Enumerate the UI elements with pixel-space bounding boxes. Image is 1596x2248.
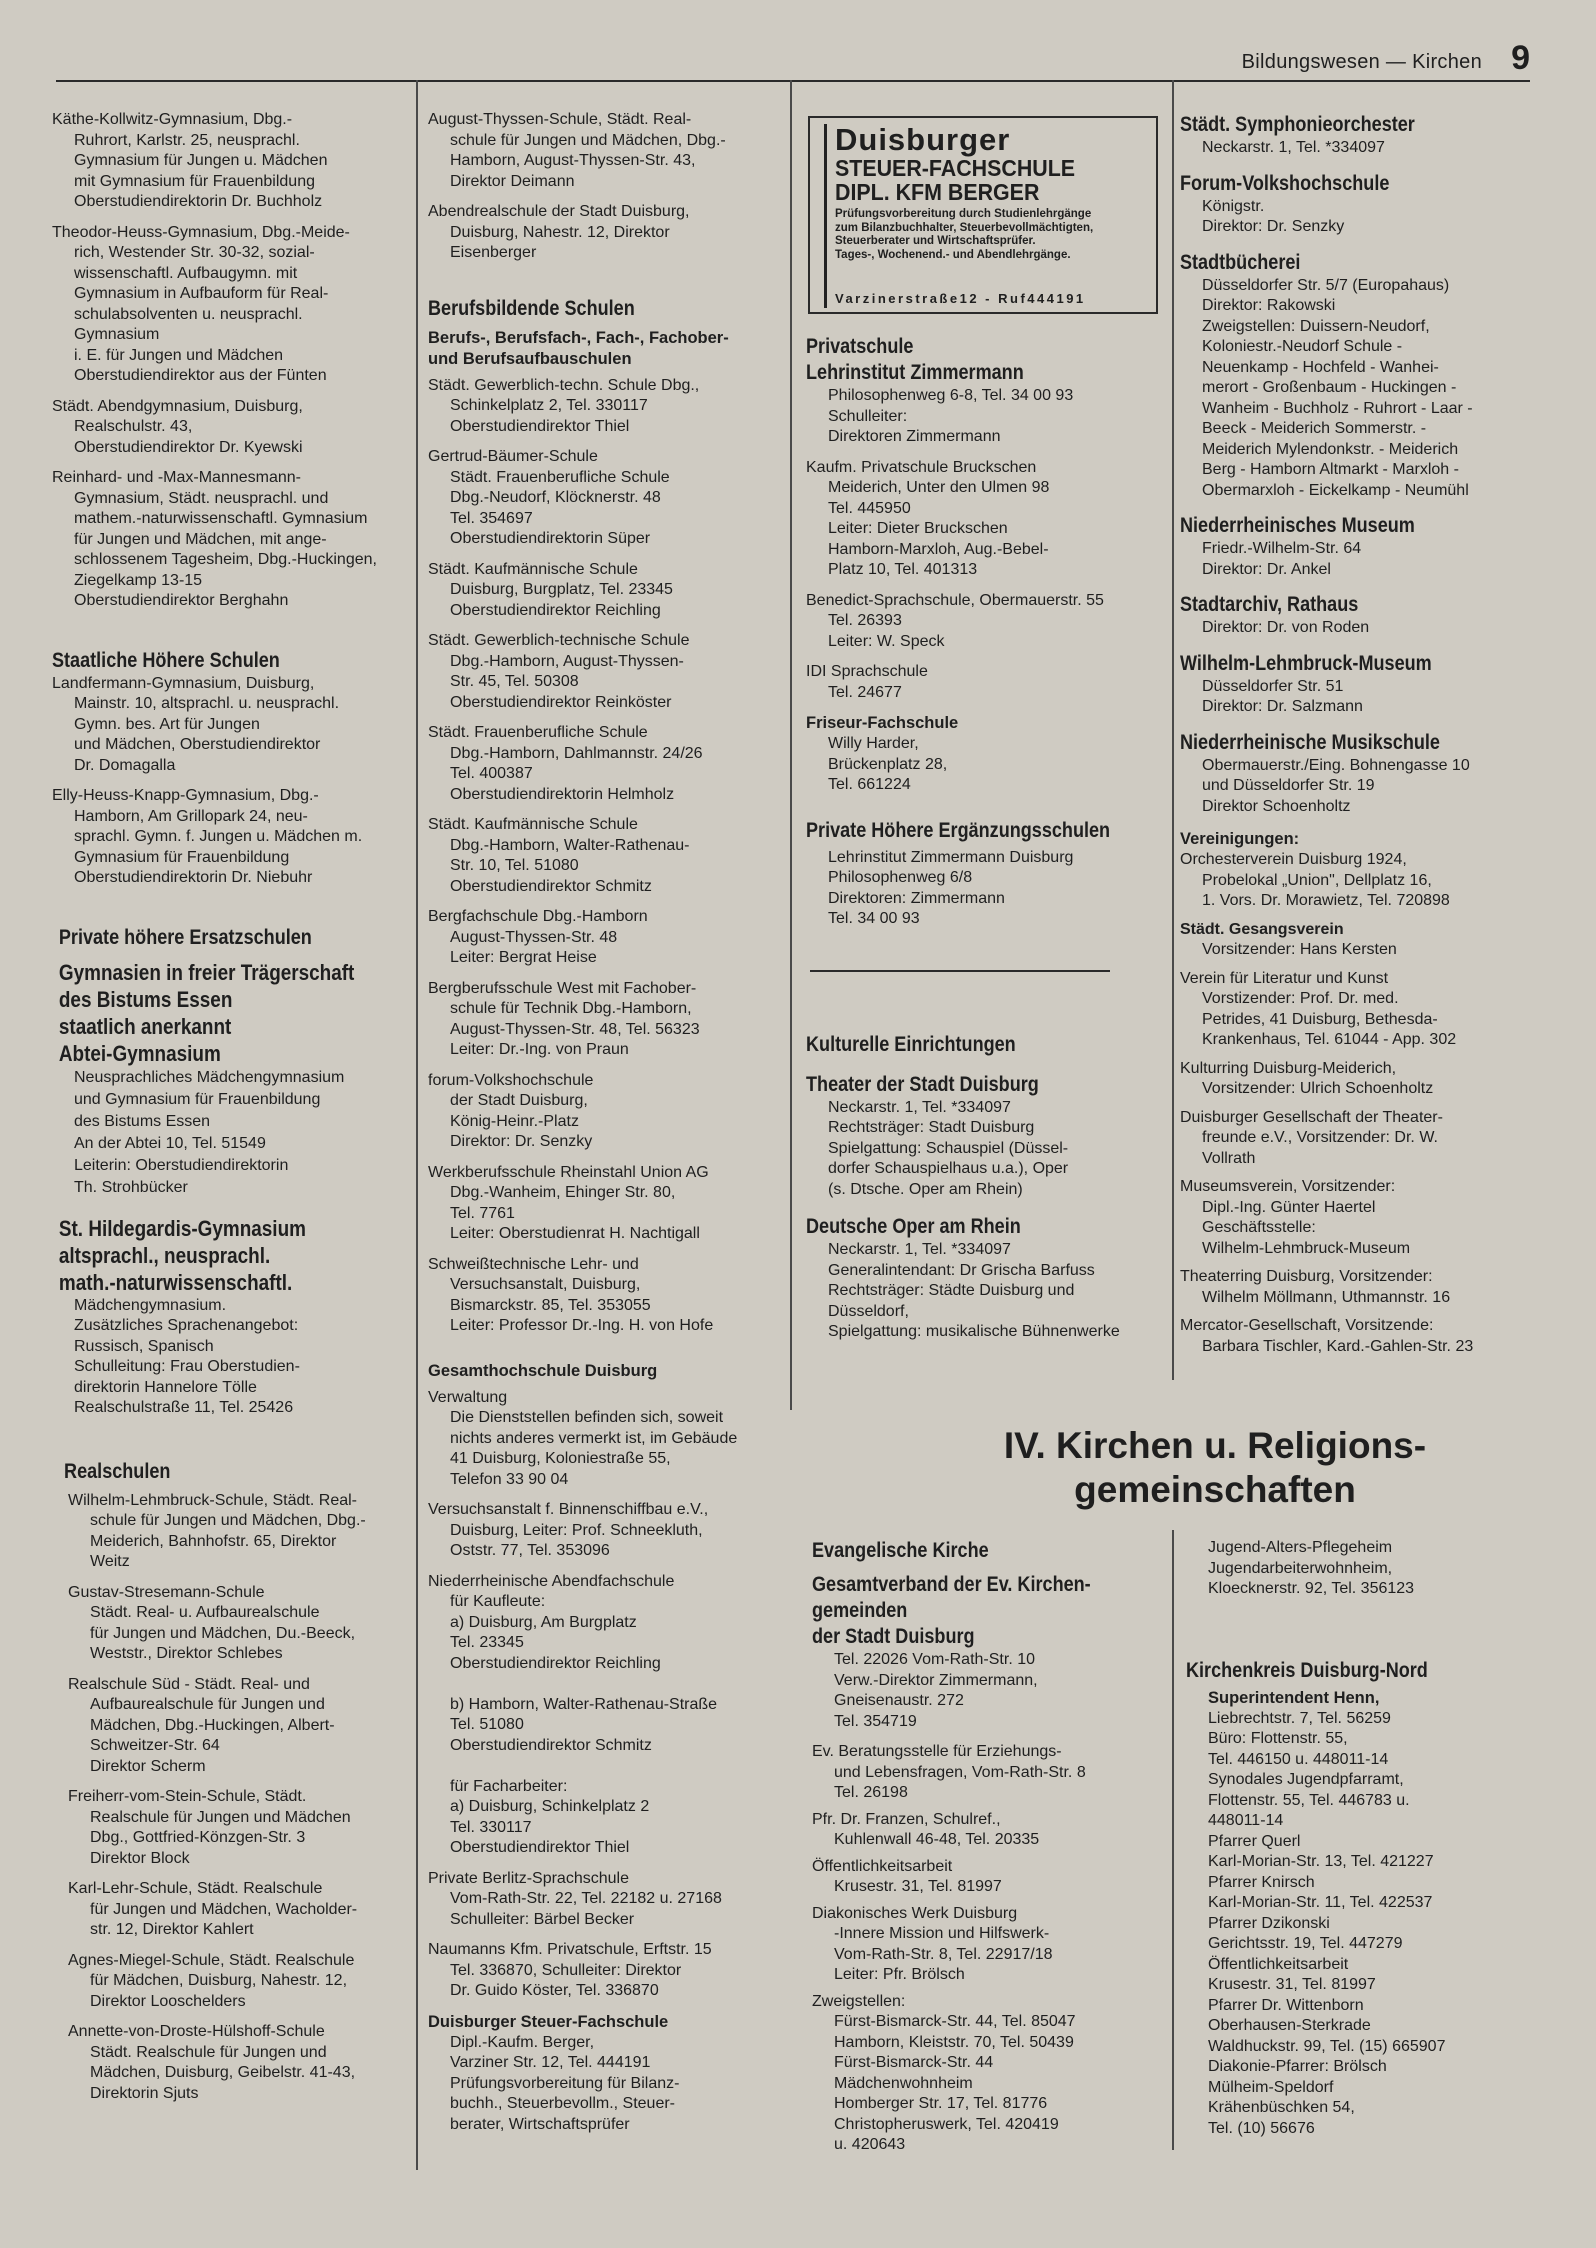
- entry-title: Realschule Süd - Städt. Real- und: [68, 1675, 310, 1693]
- entry-detail: rich, Westender Str. 30-32, sozial- wissenschaftl. Aufbaugymn. mit Gymnasium in Aufbauform für Real- schulabsolventen u. neusprachl. Gymnasium i. E. für Jungen und Mädchen Oberstudiendirektor aus der Fünten: [74, 244, 329, 384]
- entry-title: Städt. Kaufmännische Schule: [428, 560, 638, 578]
- entry-detail: Städt. Realschule für Jungen und Mädchen, Duisburg, Geibelstr. 41-43, Direktorin Sjuts: [90, 2043, 356, 2102]
- section-heading: Gymnasien in freier Trägerschaft des Bistums Essen staatlich anerkannt Abtei-Gymnasium: [58, 959, 355, 1066]
- entry-detail: Fürst-Bismarck-Str. 44, Tel. 85047 Hamborn, Kleiststr. 70, Tel. 50439 Fürst-Bismarck-Str. 44 Mädchenwohnheim Homberger Str. 17, Tel. 81776 Christopheruswerk, Tel. 420419 u. 420643: [834, 2013, 1076, 2153]
- entry-title: Annette-von-Droste-Hülshoff-Schule: [68, 2023, 325, 2040]
- entry-title: Bergberufsschule West mit Fachober-: [428, 979, 697, 997]
- entry-title: Kulturring Duisburg-Meiderich,: [1180, 1059, 1397, 1077]
- entry-detail: Städt. Real- u. Aufbaurealschule für Jungen und Mädchen, Du.-Beeck, Weststr., Direktor Schlebes: [90, 1604, 356, 1662]
- entry-detail: Probelokal „Union", Dellplatz 16, 1. Vors. Dr. Morawietz, Tel. 720898: [1202, 871, 1450, 909]
- entry-title: Pfr. Dr. Franzen, Schulref.,: [812, 1810, 1001, 1828]
- entry-title: Museumsverein, Vorsitzender:: [1180, 1178, 1396, 1195]
- list-item: [52, 223, 416, 387]
- list-item: [1180, 1267, 1530, 1308]
- entry-detail: Barbara Tischler, Kard.-Gahlen-Str. 23: [1202, 1337, 1474, 1355]
- text-block: Tel. 22026 Vom-Rath-Str. 10 Verw.-Direktor Zimmermann, Gneisenaustr. 272 Tel. 354719: [834, 1651, 1038, 1730]
- advertisement-box: [808, 116, 1158, 314]
- entry-title: Benedict-Sprachschule, Obermauerstr. 55: [806, 591, 1104, 609]
- entry-title: Elly-Heuss-Knapp-Gymnasium, Dbg.-: [52, 787, 319, 804]
- entry-detail: der Stadt Duisburg, König-Heinr.-Platz Direktor: Dr. Senzky: [450, 1092, 593, 1150]
- list-item: [812, 1742, 1172, 1804]
- section-heading: Wilhelm-Lehmbruck-Museum: [1180, 651, 1432, 675]
- list-item: [428, 1071, 786, 1153]
- entry-title: Mercator-Gesellschaft, Vorsitzende:: [1180, 1317, 1434, 1334]
- entry-detail: Aufbaurealschule für Jungen und Mädchen, Dbg.-Huckingen, Albert- Schweitzer-Str. 64 Direktor Scherm: [90, 1696, 335, 1775]
- entry-detail: Krusestr. 31, Tel. 81997: [834, 1878, 1002, 1895]
- entry-detail: schule für Technik Dbg.-Hamborn, August-Thyssen-Str. 48, Tel. 56323 Leiter: Dr.-Ing. von Praun: [450, 1000, 700, 1058]
- entry-title: Städt. Gewerblich-technische Schule: [428, 632, 690, 649]
- entry-title: Ev. Beratungsstelle für Erziehungs-: [812, 1743, 1062, 1760]
- section-heading: Vereinigungen:: [1180, 830, 1300, 848]
- list-item: [1180, 1177, 1530, 1259]
- section-heading: Superintendent Henn,: [1208, 1688, 1380, 1707]
- entry-title: Naumanns Kfm. Privatschule, Erftstr. 15: [428, 1941, 712, 1958]
- list-item: [1180, 850, 1530, 912]
- entry-title: Bergfachschule Dbg.-Hamborn: [428, 908, 648, 925]
- section-heading: Duisburger Steuer-Fachschule: [428, 2012, 669, 2031]
- section-heading: Forum-Volkshochschule: [1180, 171, 1390, 195]
- section-heading: Stadtbücherei: [1180, 250, 1301, 274]
- text-block: Neusprachliches Mädchengymnasium und Gymnasium für Frauenbildung des Bistums Essen An der Abtei 10, Tel. 51549 Leiterin: Oberstudiendirektorin Th. Strohbücker: [74, 1068, 345, 1196]
- column-3: [806, 334, 1168, 1353]
- list-item: [52, 468, 416, 612]
- section-heading: Niederrheinische Musikschule: [1180, 730, 1440, 754]
- section-title-kirchen: IV. Kirchen u. Religions- gemeinschaften: [1003, 1425, 1427, 1510]
- text-block: Neckarstr. 1, Tel. *334097 Generalintendant: Dr Grischa Barfuss Rechtsträger: Städte Duisburg und Düsseldorf, Spielgattung: musikalische Bühnenwerke: [828, 1241, 1120, 1340]
- list-item: [428, 1388, 786, 1491]
- entry-title: Verein für Literatur und Kunst: [1180, 969, 1389, 987]
- column-1: [52, 110, 416, 2114]
- text-block: Neckarstr. 1, Tel. *334097: [1202, 139, 1385, 156]
- entry-title: Zweigstellen:: [812, 1992, 906, 2010]
- list-item: [806, 591, 1168, 653]
- text-block: Königstr. Direktor: Dr. Senzky: [1202, 197, 1345, 235]
- section-heading: Friseur-Fachschule: [806, 714, 959, 732]
- column-divider: [790, 80, 792, 1410]
- entry-detail: für Mädchen, Duisburg, Nahestr. 12, Direktor Looschelders: [90, 1972, 348, 2010]
- entry-title: Private Berlitz-Sprachschule: [428, 1869, 629, 1887]
- entry-detail: Mainstr. 10, altsprachl. u. neusprachl. Gymn. bes. Art für Jungen und Mädchen, Oberstudiendirektor Dr. Domagalla: [74, 695, 340, 774]
- entry-detail: Duisburg, Burgplatz, Tel. 23345 Oberstudiendirektor Reichling: [450, 581, 673, 619]
- entry-detail: freunde e.V., Vorsitzender: Dr. W. Vollrath: [1202, 1129, 1438, 1167]
- section-heading: Kulturelle Einrichtungen: [806, 1032, 1016, 1056]
- ad-title: Duisburger: [835, 122, 1011, 157]
- entry-title: Landfermann-Gymnasium, Duisburg,: [52, 674, 315, 692]
- column-6: [1186, 1538, 1531, 2149]
- list-item: [428, 1869, 786, 1931]
- list-item: [428, 560, 786, 622]
- entry-detail: und Lebensfragen, Vom-Rath-Str. 8 Tel. 26198: [834, 1763, 1086, 1801]
- section-heading: Berufsbildende Schulen: [428, 296, 635, 320]
- list-item: [1180, 1059, 1530, 1100]
- section-heading: Theater der Stadt Duisburg: [806, 1072, 1039, 1096]
- entry-detail: schule für Jungen und Mädchen, Dbg.- Meiderich, Bahnhofstr. 65, Direktor Weitz: [90, 1512, 366, 1570]
- entry-title: Duisburger Gesellschaft der Theater-: [1180, 1108, 1443, 1126]
- entry-title: IDI Sprachschule: [806, 663, 928, 680]
- entry-title: Werkberufsschule Rheinstahl Union AG: [428, 1163, 709, 1181]
- entry-detail: Vorsitzender: Ulrich Schoenholtz: [1202, 1080, 1434, 1097]
- entry-detail: August-Thyssen-Str. 48 Leiter: Bergrat Heise: [450, 928, 618, 966]
- divider-line: [810, 970, 1110, 972]
- entry-detail: Dbg.-Hamborn, Dahlmannstr. 24/26 Tel. 400387 Oberstudiendirektorin Helmholz: [450, 744, 703, 803]
- entry-detail: Die Dienststellen befinden sich, soweit nichts anderes vermerkt ist, im Gebäude 41 Duisburg, Koloniestraße 55, Telefon 33 90 04: [450, 1409, 738, 1488]
- entry-detail: Duisburg, Leiter: Prof. Schneekluth, Oststr. 77, Tel. 353096: [450, 1521, 703, 1559]
- column-4: [1180, 112, 1530, 1365]
- text-block: Neckarstr. 1, Tel. *334097 Rechtsträger: Stadt Duisburg Spielgattung: Schauspiel (Düssel- dorfer Schauspielhaus u.a.), Oper (s. Dtsche. Oper am Rhein): [828, 1098, 1069, 1198]
- ad-subtitle: STEUER-FACHSCHULE: [835, 155, 1076, 181]
- section-heading: Stadtarchiv, Rathaus: [1180, 593, 1359, 616]
- list-item: [52, 1951, 416, 2013]
- entry-detail: Realschulstr. 43, Oberstudiendirektor Dr. Kyewski: [74, 418, 303, 456]
- entry-title: forum-Volkshochschule: [428, 1071, 594, 1089]
- list-item: [812, 1857, 1172, 1898]
- text-block: Düsseldorfer Str. 5/7 (Europahaus) Direktor: Rakowski Zweigstellen: Duissern-Neudorf, Koloniestr.-Neudorf Schule - Neuenkamp - Hochfeld - Wanhei- merort - Großenbaum - Huckingen - Wanheim - Buchholz - Ruhrort - Laar - Beeck - Meiderich Sommerstr. - Meiderich Mylendonkstr. - Meiderich Berg - Hamborn Altmarkt - Marxloh - Obermarxloh - Eickelkamp - Neumühl: [1202, 276, 1473, 499]
- list-item: [52, 397, 416, 459]
- section-heading: Evangelische Kirche: [812, 1539, 989, 1562]
- list-item: [428, 376, 786, 438]
- list-item: [52, 1787, 416, 1869]
- entry-detail: Dbg.-Hamborn, August-Thyssen- Str. 45, Tel. 50308 Oberstudiendirektor Reinköster: [450, 652, 684, 711]
- entry-title: Niederrheinische Abendfachschule: [428, 1572, 675, 1590]
- list-item: [52, 786, 416, 889]
- entry-detail: Realschule für Jungen und Mädchen Dbg., Gottfried-Könzgen-Str. 3 Direktor Block: [90, 1808, 351, 1867]
- section-heading: Niederrheinisches Museum: [1180, 514, 1415, 537]
- entry-title: Gertrud-Bäumer-Schule: [428, 448, 598, 465]
- text-block: Mädchengymnasium. Zusätzliches Sprachenangebot: Russisch, Spanisch Schulleitung: Frau Oberstudien- direktorin Hannelore Tölle Realschulstraße 11, Tel. 25426: [74, 1296, 300, 1416]
- list-item: [52, 674, 416, 777]
- list-item: [52, 2022, 416, 2104]
- section-title: Bildungswesen — Kirchen: [1241, 51, 1482, 73]
- list-item: [428, 815, 786, 897]
- ad-address: Varzinerstraße12 - Ruf444191: [835, 291, 1086, 306]
- list-item: [1180, 1108, 1530, 1170]
- entry-title: Kaufm. Privatschule Bruckschen: [806, 458, 1037, 476]
- text-block: Friedr.-Wilhelm-Str. 64 Direktor: Dr. Ankel: [1202, 540, 1362, 578]
- entry-detail: Hamborn, Am Grillopark 24, neu- sprachl. Gymn. f. Jungen u. Mädchen m. Gymnasium für Frauenbildung Oberstudiendirektorin Dr. Niebuhr: [74, 807, 363, 886]
- entry-title: Gustav-Stresemann-Schule: [68, 1583, 265, 1601]
- list-item: [812, 1992, 1172, 2156]
- column-divider: [416, 80, 418, 2170]
- section-heading: Privatschule Lehrinstitut Zimmermann: [806, 335, 1024, 384]
- entry-detail: Vorstizender: Prof. Dr. med. Petrides, 41 Duisburg, Bethesda- Krankenhaus, Tel. 61044 - App. 302: [1202, 990, 1457, 1048]
- entry-title: Theaterring Duisburg, Vorsitzender:: [1180, 1268, 1433, 1285]
- entry-title: Freiherr-vom-Stein-Schule, Städt.: [68, 1788, 307, 1805]
- entry-title: Versuchsanstalt f. Binnenschiffbau e.V.,: [428, 1501, 709, 1518]
- section-heading: Gesamthochschule Duisburg: [428, 1361, 658, 1380]
- ad-description: Prüfungsvorbereitung durch Studienlehrgänge zum Bilanzbuchhalter, Steuerbevollmächtigten, Steuerberater und Wirtschaftsprüfer. Tages-, Wochenend.- und Abendlehrgänge.: [835, 208, 1094, 261]
- column-divider: [1172, 1530, 1174, 2150]
- list-item: [428, 631, 786, 713]
- text-block: Dipl.-Kaufm. Berger, Varziner Str. 12, Tel. 444191 Prüfungsvorbereitung für Bilanz- buchh., Steuerbevollm., Steuer- berater, Wirtschaftsprüfer: [450, 2033, 680, 2133]
- entry-title: Städt. Gesangsverein: [1180, 920, 1344, 938]
- section-heading: Kirchenkreis Duisburg-Nord: [1186, 1658, 1428, 1682]
- text-block: Lehrinstitut Zimmermann Duisburg Philosophenweg 6/8 Direktoren: Zimmermann Tel. 34 00 93: [828, 848, 1074, 927]
- list-item: [428, 907, 786, 969]
- ad-content: [824, 124, 1152, 308]
- entry-title: Karl-Lehr-Schule, Städt. Realschule: [68, 1880, 323, 1897]
- entry-title: Diakonisches Werk Duisburg: [812, 1904, 1018, 1922]
- list-item: [1180, 1316, 1530, 1357]
- section-heading: Private höhere Ersatzschulen: [58, 925, 312, 949]
- section-heading: Realschulen: [64, 1459, 171, 1483]
- entry-detail: Wilhelm Möllmann, Uthmannstr. 16: [1202, 1288, 1451, 1306]
- list-item: [52, 1583, 416, 1665]
- text-block: Obermauerstr./Eing. Bohnengasse 10 und Düsseldorfer Str. 19 Direktor Schoenholtz: [1202, 756, 1470, 815]
- entry-title: Schweißtechnische Lehr- und: [428, 1255, 639, 1273]
- ad-name: DIPL. KFM BERGER: [835, 179, 1040, 205]
- list-item: [1180, 969, 1530, 1051]
- list-item: [428, 1500, 786, 1562]
- entry-title: August-Thyssen-Schule, Städt. Real-: [428, 111, 692, 128]
- column-2: [428, 110, 786, 2145]
- entry-title: Agnes-Miegel-Schule, Städt. Realschule: [68, 1951, 355, 1969]
- list-item: [812, 1810, 1172, 1851]
- section-heading: Berufs-, Berufsfach-, Fach-, Fachober- und Berufsaufbauschulen: [428, 328, 729, 368]
- column-5: [812, 1538, 1172, 2162]
- list-item: [428, 723, 786, 805]
- text-block: Philosophenweg 6-8, Tel. 34 00 93 Schulleiter: Direktoren Zimmermann: [828, 387, 1074, 445]
- entry-detail: für Kaufleute: a) Duisburg, Am Burgplatz Tel. 23345 Oberstudiendirektor Reichling b) Hamborn, Walter-Rathenau-Straße Tel. 51080 Oberstudiendirektor Schmitz für Facharbeiter: a) Duisburg, Schinkelplatz 2 Tel. 330117 Oberstudiendirektor Thiel: [450, 1593, 718, 1856]
- page-header: [56, 39, 1530, 82]
- page-number: 9: [1511, 39, 1530, 77]
- entry-detail: Dbg.-Hamborn, Walter-Rathenau- Str. 10, Tel. 51080 Oberstudiendirektor Schmitz: [450, 836, 690, 895]
- section-heading: Staatliche Höhere Schulen: [52, 648, 280, 672]
- list-item: [812, 1904, 1172, 1986]
- entry-detail: Städt. Frauenberufliche Schule Dbg.-Neudorf, Klöcknerstr. 48 Tel. 354697 Oberstudiendirektorin Süper: [450, 468, 670, 547]
- entry-title: Reinhard- und -Max-Mannesmann-: [52, 469, 301, 486]
- list-item: [52, 110, 416, 213]
- list-item: [428, 1572, 786, 1859]
- section-heading: Gesamtverband der Ev. Kirchen- gemeinden der Stadt Duisburg: [812, 1573, 1091, 1648]
- section-heading: St. Hildegardis-Gymnasium altsprachl., neusprachl. math.-naturwissenschaftl.: [58, 1215, 306, 1295]
- entry-detail: Ruhrort, Karlstr. 25, neusprachl. Gymnasium für Jungen u. Mädchen mit Gymnasium für Frauenbildung Oberstudiendirektorin Dr. Buchholz: [74, 131, 328, 210]
- entry-title: Städt. Gewerblich-techn. Schule Dbg.,: [428, 376, 700, 394]
- entry-detail: für Jungen und Mädchen, Wacholder- str. 12, Direktor Kahlert: [90, 1900, 358, 1938]
- list-item: [52, 1879, 416, 1941]
- entry-detail: Duisburg, Nahestr. 12, Direktor Eisenberger: [450, 223, 670, 261]
- list-item: [428, 1163, 786, 1245]
- list-item: [428, 1255, 786, 1337]
- entry-detail: Versuchsanstalt, Duisburg, Bismarckstr. 85, Tel. 353055 Leiter: Professor Dr.-Ing. H. von Hofe: [450, 1276, 714, 1334]
- list-item: [428, 1940, 786, 2002]
- list-item: [806, 662, 1168, 703]
- entry-detail: -Innere Mission und Hilfswerk- Vom-Rath-Str. 8, Tel. 22917/18 Leiter: Pfr. Brölsch: [834, 1925, 1053, 1983]
- entry-detail: Tel. 24677: [828, 683, 902, 701]
- entry-title: Wilhelm-Lehmbruck-Schule, Städt. Real-: [68, 1491, 357, 1509]
- column-divider: [1172, 80, 1174, 1380]
- list-item: [806, 458, 1168, 581]
- entry-detail: Meiderich, Unter den Ulmen 98 Tel. 445950 Leiter: Dieter Bruckschen Hamborn-Marxloh, Aug.-Bebel- Platz 10, Tel. 401313: [828, 479, 1050, 578]
- entry-title: Theodor-Heuss-Gymnasium, Dbg.-Meide-: [52, 223, 350, 241]
- list-item: [428, 979, 786, 1061]
- entry-detail: Vom-Rath-Str. 22, Tel. 22182 u. 27168 Schulleiter: Bärbel Becker: [450, 1890, 722, 1928]
- list-item: [1180, 920, 1530, 961]
- entry-title: Städt. Frauenberufliche Schule: [428, 724, 648, 741]
- entry-detail: Gymnasium, Städt. neusprachl. und mathem.-naturwissenschaftl. Gymnasium für Jungen und Mädchen, mit ange- schlossenem Tagesheim, Dbg.-Huckingen, Ziegelkamp 13-15 Oberstudiendirektor Berghahn: [74, 489, 377, 609]
- entry-detail: Dipl.-Ing. Günter Haertel Geschäftsstelle: Wilhelm-Lehmbruck-Museum: [1202, 1198, 1411, 1257]
- entry-detail: Vorsitzender: Hans Kersten: [1202, 941, 1397, 958]
- entry-detail: Tel. 26393 Leiter: W. Speck: [828, 612, 945, 650]
- list-item: [52, 1675, 416, 1778]
- entry-title: Städt. Abendgymnasium, Duisburg,: [52, 397, 303, 415]
- list-item: [428, 447, 786, 550]
- text-block: Willy Harder, Brückenplatz 28, Tel. 661224: [828, 735, 948, 793]
- text-block: Düsseldorfer Str. 51 Direktor: Dr. Salzmann: [1202, 677, 1363, 715]
- entry-title: Abendrealschule der Stadt Duisburg,: [428, 203, 690, 220]
- section-heading: Private Höhere Ergänzungsschulen: [806, 818, 1111, 842]
- entry-detail: Dbg.-Wanheim, Ehinger Str. 80, Tel. 7761 Leiter: Oberstudienrat H. Nachtigall: [450, 1184, 700, 1242]
- entry-detail: Kuhlenwall 46-48, Tel. 20335: [834, 1831, 1040, 1848]
- section-heading: Deutsche Oper am Rhein: [806, 1215, 1021, 1238]
- entry-title: Verwaltung: [428, 1388, 508, 1406]
- list-item: [428, 202, 786, 264]
- list-item: [428, 110, 786, 192]
- entry-title: Städt. Kaufmännische Schule: [428, 816, 638, 833]
- entry-detail: Schinkelplatz 2, Tel. 330117 Oberstudiendirektor Thiel: [450, 397, 648, 435]
- text-block: Jugend-Alters-Pflegeheim Jugendarbeiterwohnheim, Kloecknerstr. 92, Tel. 356123: [1208, 1539, 1415, 1597]
- entry-detail: schule für Jungen und Mädchen, Dbg.- Hamborn, August-Thyssen-Str. 43, Direktor Deimann: [450, 131, 726, 190]
- text-block: Liebrechtstr. 7, Tel. 56259 Büro: Flottenstr. 55, Tel. 446150 u. 448011-14 Synodales Jugendpfarramt, Flottenstr. 55, Tel. 446783 u. 448011-14 Pfarrer Querl Karl-Morian-Str. 13, Tel. 421227 Pfarrer Knirsch Karl-Morian-Str. 11, Tel. 422537 Pfarrer Dzikonski Gerichtsstr. 19, Tel. 447279 Öffentlichkeitsarbeit Krusestr. 31, Tel. 81997 Pfarrer Dr. Wittenborn Oberhausen-Sterkrade Waldhuckstr. 99, Tel. (15) 665907 Diakonie-Pfarrer: Brölsch Mülheim-Speldorf Krähenbüschken 54, Tel. (10) 56676: [1208, 1709, 1446, 2137]
- entry-title: Öffentlichkeitsarbeit: [812, 1857, 953, 1875]
- list-item: [52, 1491, 416, 1573]
- text-block: Direktor: Dr. von Roden: [1202, 619, 1370, 636]
- section-heading: Städt. Symphonieorchester: [1180, 113, 1415, 136]
- entry-detail: Tel. 336870, Schulleiter: Direktor Dr. Guido Köster, Tel. 336870: [450, 1961, 682, 1999]
- entry-title: Orchesterverein Duisburg 1924,: [1180, 851, 1407, 868]
- entry-title: Käthe-Kollwitz-Gymnasium, Dbg.-: [52, 111, 293, 128]
